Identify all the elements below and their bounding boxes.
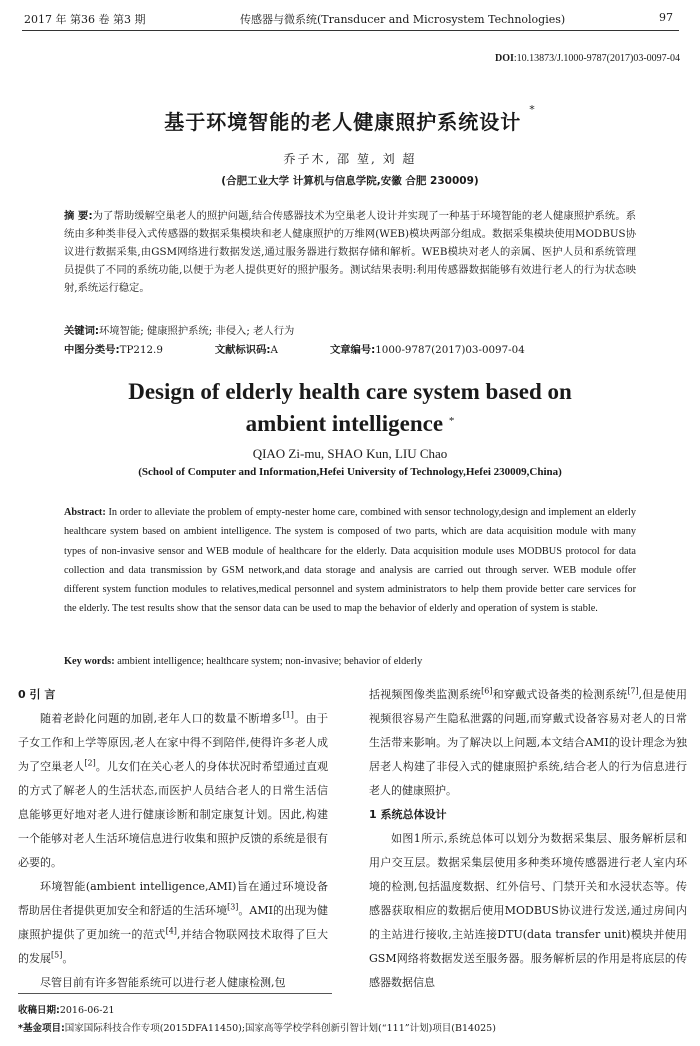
doi-label: DOI (494, 53, 514, 64)
received-date (18, 1002, 115, 1016)
doi-value: :10.13873/J.1000-9787(2017)03-0097-04 (513, 53, 680, 64)
journal-name: 传感器与微系统(Transducer and Microsystem Technologies) (240, 13, 566, 26)
citation-4: [4] (165, 926, 177, 936)
title-en-line1: Design of elderly health care system based on (128, 379, 572, 404)
article-number-label: 文章编号: (329, 344, 376, 356)
section-0-heading: 0 引 言 (18, 688, 56, 701)
received-value: 2016-06-21 (59, 1005, 115, 1016)
abstract-cn-label: 摘 要: (64, 210, 93, 222)
doi (495, 53, 680, 64)
body-column-left (18, 683, 328, 995)
funding-value: 国家国际科技合作专项(2015DFA11450);国家高等学校学科创新引智计划(“111”计划)项目(B14025) (64, 1023, 496, 1034)
paragraph-4-text-b: 和穿戴式设备类的检测系统 (492, 688, 628, 701)
title-cn-footnote-mark: * (529, 103, 536, 116)
keywords-en-label: Key words: (64, 656, 115, 667)
abstract-en-label: Abstract: (64, 507, 106, 518)
header-rule (22, 30, 679, 31)
keywords-cn-label: 关键词: (64, 325, 100, 337)
citation-6: [6] (481, 686, 493, 696)
doc-code-label: 文献标识码: (214, 344, 271, 356)
paragraph-2-text-c: ,并结合物联网技术取得了巨大的发展 (18, 928, 328, 965)
classification-row (64, 341, 644, 356)
authors-cn: 乔子木, 邵 堃, 刘 超 (283, 152, 417, 166)
paragraph-3: 尽管目前有许多智能系统可以进行老人健康检测,包 (40, 976, 286, 989)
paragraph-1-text-b: 。由于子女工作和上学等原因,老人在家中得不到陪伴,使得许多老人成为了空巢老人 (18, 712, 329, 773)
title-cn-text: 基于环境智能的老人健康照护系统设计 (164, 110, 522, 134)
paragraph-4 (369, 683, 687, 803)
title-en-footnote-mark: * (448, 415, 455, 427)
footnote-rule (18, 993, 332, 994)
abstract-cn-text: 为了帮助缓解空巢老人的照护问题,结合传感器技术为空巢老人设计并实现了一种基于环境智能的老人健康照护系统。系统由多种类非侵入式传感器的数据采集模块和老人健康照护的万维网(WEB)模块两部分组成。数据采集模块使用MODBUS协议进行数据采集,由GSM网络进行数据发送,通过服务器进行数据存储和解析。WEB模块对老人的亲属、医护人员和系统管理员提供了不同的系统功能,以便于为老人提供更好的照护服务。测试结果表明:利用传感器数据能够有效进行老人的行为状态映射,系统运行稳定。 (64, 210, 637, 294)
doc-code-value: A (270, 344, 278, 356)
title-en-line2: ambient intelligence (245, 411, 444, 436)
authors-en: QIAO Zi-mu, SHAO Kun, LIU Chao (252, 446, 448, 461)
citation-7: [7] (627, 686, 639, 696)
affiliation-en (0, 466, 700, 478)
paragraph-2-text-a: 环境智能(ambient intelligence,AMI)旨在通过环境设备帮助居住者提供更加安全和舒适的生活环境 (18, 880, 328, 917)
keywords-cn-text: 环境智能; 健康照护系统; 非侵入; 老人行为 (99, 325, 295, 337)
journal-issue: 2017 年 第36 卷 第3 期 (24, 13, 146, 26)
affiliation-cn: (合肥工业大学 计算机与信息学院,安徽 合肥 230009) (221, 175, 479, 187)
paragraph-1 (18, 707, 328, 875)
paragraph-2-text-d: 。 (62, 952, 74, 965)
paragraph-1-text-c: 。儿女们在关心老人的身体状况时希望通过直观的方式了解老人的生活状态,而医护人员结合老人的日常生活信息能够更好地对老人进行健康诊断和制定康复计划。因此,构建一个能够对老人生活环境信息进行收集和照护反馈的系统是很有必要的。 (18, 760, 329, 869)
funding-note (18, 1020, 496, 1034)
citation-2: [2] (84, 758, 96, 768)
received-label: 收稿日期: (18, 1005, 60, 1016)
abstract-en-text: In order to alleviate the problem of empty-nester home care, combined with sensor technology,design and implement an elderly healthcare system based on ambient intelligence. The system is composed of two parts, which are data acquisition module with many types of non-invasive sensor and WEB module of healthcare for the elderly. Data acquisition module uses MODBUS protocol for data collection and data transmission by GSM network,and data storage and analysis are carried out through server. WEB module offer different system function modules to relatives,medical personnel and system administrators to help them provide better care services for the elderly. The test results show that the sensor data can be used to map the behavior of elderly and operation of system is stable. (64, 507, 637, 615)
citation-3: [3] (227, 902, 239, 912)
keywords-en (64, 656, 422, 667)
citation-1: [1] (282, 710, 294, 720)
citation-5: [5] (51, 950, 63, 960)
clc-value: TP212.9 (119, 344, 163, 356)
section-1-heading: 1 系统总体设计 (369, 808, 447, 821)
article-number-value: 1000-9787(2017)03-0097-04 (375, 344, 525, 356)
abstract-en (64, 503, 636, 619)
page-number: 97 (659, 11, 673, 24)
clc-label: 中图分类号: (64, 344, 120, 356)
paragraph-4-text-c: ,但是使用视频很容易产生隐私泄露的问题,而穿戴式设备容易对老人的日常生活带来影响。为了解决以上问题,本文结合AMI的设计理念为独居老人构建了非侵入式的健康照护系统,结合老人的行为信息进行老人的健康照护。 (369, 688, 688, 797)
funding-label: *基金项目: (18, 1023, 65, 1034)
keywords-en-text: ambient intelligence; healthcare system; non-invasive; behavior of elderly (117, 656, 423, 667)
title-en (0, 376, 700, 440)
affiliation-en-text: (School of Computer and Information,Hefei University of Technology,Hefei 230009,China) (138, 466, 562, 478)
paragraph-2 (18, 875, 328, 971)
paragraph-2-text-b: 。AMI的出现为健康照护提供了更加统一的范式 (18, 904, 328, 941)
keywords-cn (64, 322, 294, 337)
paragraph-4-text-a: 括视频图像类监测系统 (369, 688, 482, 701)
body-column-right (369, 683, 687, 995)
abstract-cn (64, 207, 636, 297)
paragraph-1-text-a: 随着老龄化问题的加剧,老年人口的数量不断增多 (40, 712, 283, 725)
title-cn (0, 103, 700, 135)
paragraph-5: 如图1所示,系统总体可以划分为数据采集层、服务解析层和用户交互层。数据采集层使用多种类环境传感器进行老人室内环境的检测,包括温度数据、红外信号、门禁开关和水浸状态等。传感器获取相应的数据后使用MODBUS协议进行发送,通过房间内的主站进行接收,主站连接DTU(data transfer unit)模块并使用GSM网络将数据发送至服务器。服务解析层的作用是将底层的传感器数据信息 (369, 832, 687, 989)
